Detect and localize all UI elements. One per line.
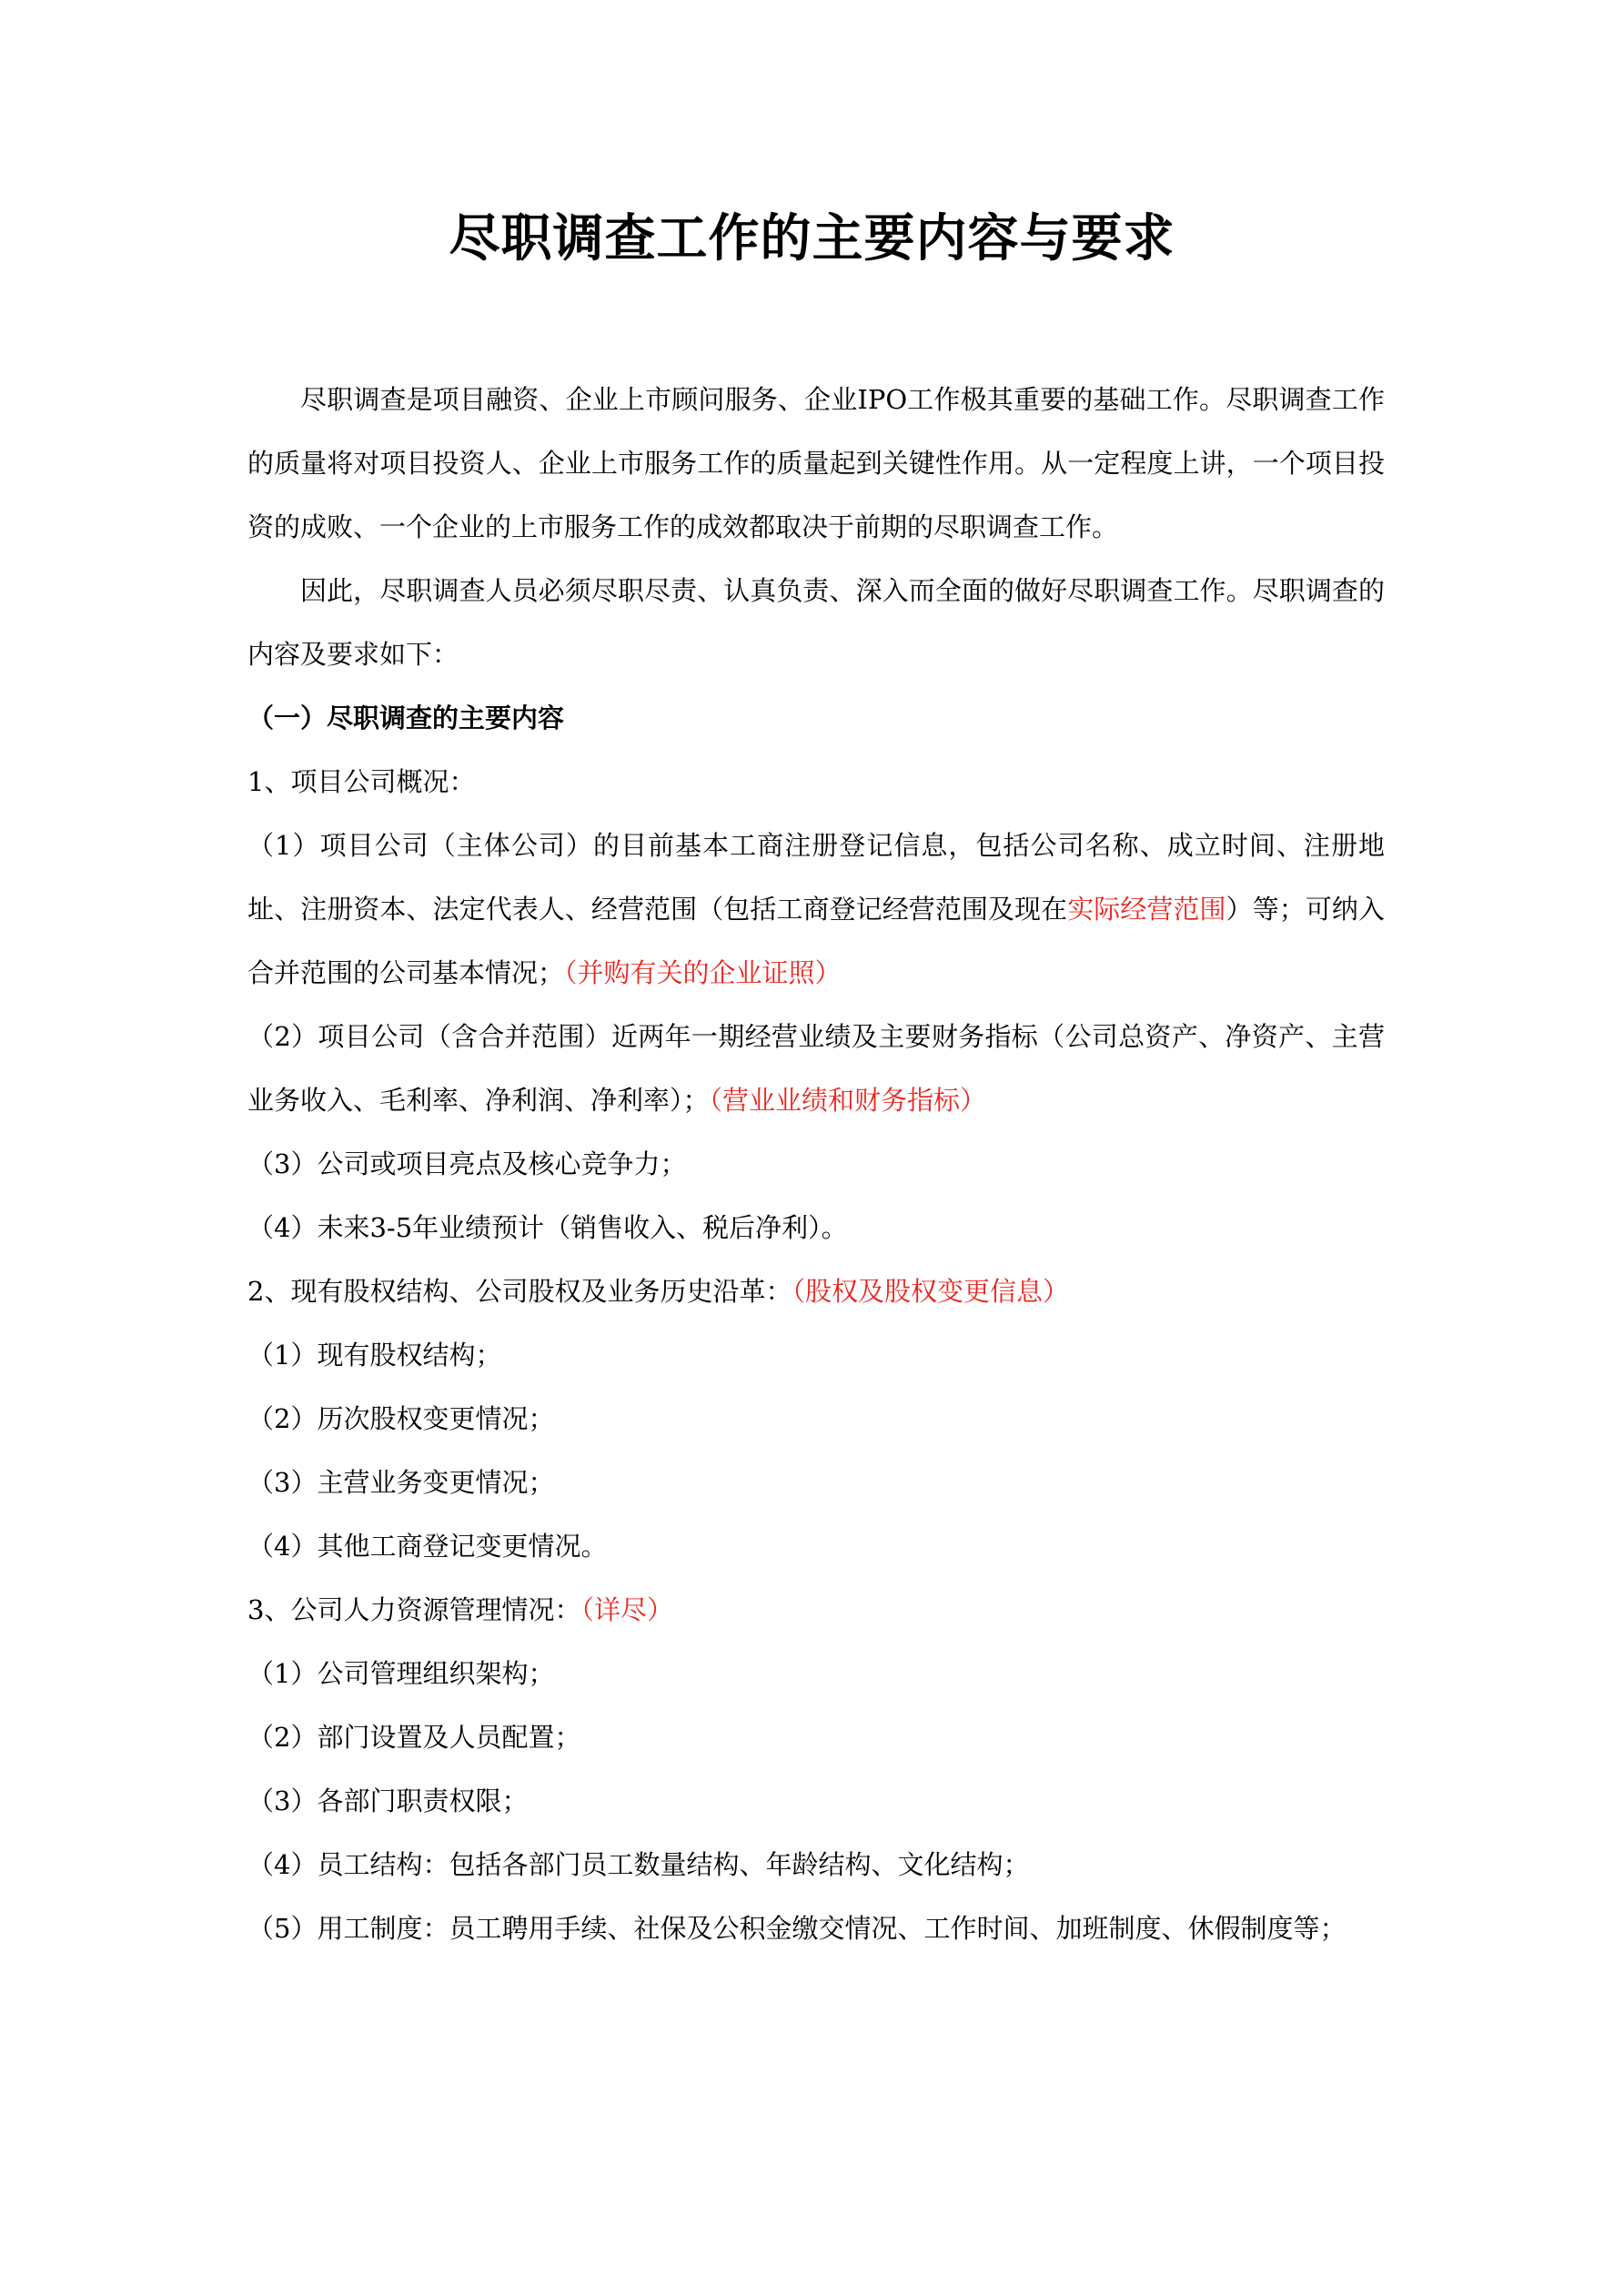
item-text: （2）项目公司（含合并范围）近两年一期经营业绩及主要财务指标（公司总资产、净资产、主营业务收入、毛利率、净利润、净利率）； [247, 1021, 1385, 1116]
subsection-2-item: （2）历次股权变更情况； [247, 1403, 555, 1434]
item-text: ）等；可纳入合并范围的公司基本情况； [247, 894, 1385, 988]
subsection-2-item: （1）现有股权结构； [247, 1340, 502, 1371]
subsection-1-item-4: （4）未来3-5年业绩预计（销售收入、税后净利）。 [247, 1212, 848, 1243]
highlight-note: （营业业绩和财务指标） [709, 1085, 987, 1116]
highlight-note: （详尽） [580, 1594, 673, 1625]
heading-text: 3、公司人力资源管理情况： [247, 1594, 581, 1625]
subsection-1-item-2 [247, 1005, 1385, 1132]
subsection-1-item-1 [247, 814, 1385, 1005]
highlight-text: 实际经营范围 [1067, 894, 1226, 925]
subsection-1-item-3: （3）公司或项目亮点及核心竞争力； [247, 1148, 687, 1179]
document-body [247, 368, 1385, 1960]
subsection-3-heading [247, 1578, 1385, 1642]
subsection-3-item: （1）公司管理组织架构； [247, 1658, 555, 1689]
subsection-3-item: （2）部门设置及人员配置； [247, 1722, 581, 1753]
subsection-3-item: （4）员工结构：包括各部门员工数量结构、年龄结构、文化结构； [247, 1849, 1030, 1880]
document-title: 尽职调查工作的主要内容与要求 [449, 208, 1175, 268]
subsection-1-heading: 1、项目公司概况： [247, 766, 476, 797]
highlight-note: （股权及股权变更信息） [792, 1276, 1069, 1307]
subsection-2-item: （3）主营业务变更情况； [247, 1467, 555, 1498]
subsection-3-item: （3）各部门职责权限； [247, 1785, 529, 1816]
section-heading: （一）尽职调查的主要内容 [247, 703, 565, 733]
subsection-2-item: （4）其他工商登记变更情况。 [247, 1531, 608, 1562]
subsection-2-heading [247, 1259, 1385, 1323]
intro-paragraph-2: 因此，尽职调查人员必须尽职尽责、认真负责、深入而全面的做好尽职调查工作。尽职调查的内容及要求如下： [247, 575, 1385, 670]
heading-text: 2、现有股权结构、公司股权及业务历史沿革： [247, 1276, 792, 1307]
subsection-3-item: （5）用工制度：员工聘用手续、社保及公积金缴交情况、工作时间、加班制度、休假制度等； [247, 1913, 1347, 1944]
item-text: （1）项目公司（主体公司）的目前基本工商注册登记信息，包括公司名称、成立时间、注册地址、注册资本、法定代表人、经营范围（包括工商登记经营范围及现在 [247, 830, 1385, 925]
highlight-note: （并购有关的企业证照） [564, 957, 842, 988]
intro-paragraph-1: 尽职调查是项目融资、企业上市顾问服务、企业IPO工作极其重要的基础工作。尽职调查工作的质量将对项目投资人、企业上市服务工作的质量起到关键性作用。从一定程度上讲，一个项目投资的成败、一个企业的上市服务工作的成效都取决于前期的尽职调查工作。 [247, 384, 1385, 542]
